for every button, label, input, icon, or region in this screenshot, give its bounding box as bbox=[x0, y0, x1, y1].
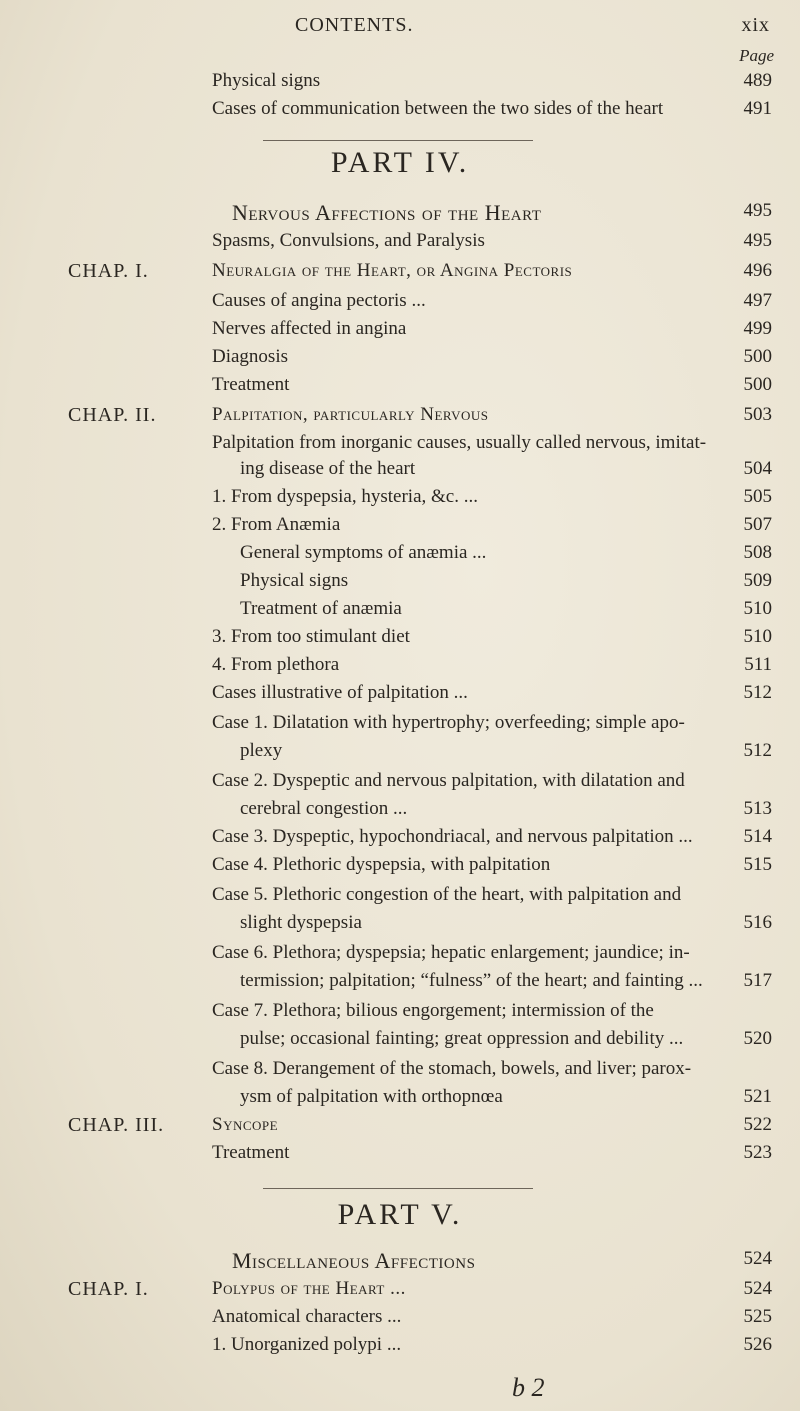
chapter-label: CHAP. I. bbox=[68, 1278, 149, 1300]
entry-title: 3. From too stimulant diet bbox=[212, 626, 410, 647]
toc-entry bbox=[0, 1142, 800, 1168]
entry-title: Physical signs bbox=[212, 70, 321, 91]
entry-title: ing disease of the heart bbox=[240, 458, 416, 479]
page-number: 489 bbox=[743, 70, 772, 91]
page-number: 500 bbox=[743, 346, 772, 367]
entry-title: Case 1. Dilatation with hypertrophy; overfeeding; simple apo- bbox=[212, 712, 685, 733]
toc-entry bbox=[0, 1114, 800, 1140]
signature-mark: b 2 bbox=[512, 1373, 545, 1402]
entry-title: Polypus of the Heart ... bbox=[212, 1278, 406, 1299]
toc-entry bbox=[0, 1000, 800, 1026]
toc-entry bbox=[0, 486, 800, 512]
entry-title: Palpitation from inorganic causes, usually called nervous, imitat- bbox=[212, 432, 707, 453]
toc-entry bbox=[0, 1278, 800, 1304]
entry-title: Treatment bbox=[212, 374, 290, 395]
page-column-label: Page bbox=[739, 46, 774, 65]
toc-entry bbox=[0, 458, 800, 484]
entry-title: Case 6. Plethora; dyspepsia; hepatic enlargement; jaundice; in- bbox=[212, 942, 690, 963]
page-number: 526 bbox=[743, 1334, 772, 1355]
toc-entry bbox=[0, 1058, 800, 1084]
entry-title: Diagnosis bbox=[212, 346, 288, 367]
toc-entry bbox=[0, 798, 800, 824]
toc-entry bbox=[0, 942, 800, 968]
toc-entry bbox=[0, 70, 800, 96]
entry-title: Case 4. Plethoric dyspepsia, with palpitation bbox=[212, 854, 551, 875]
page-number: 524 bbox=[743, 1278, 772, 1299]
toc-entry bbox=[0, 230, 800, 256]
page-number: 510 bbox=[743, 626, 772, 647]
entry-title: Case 5. Plethoric congestion of the heart, with palpitation and bbox=[212, 884, 682, 905]
toc-entry bbox=[0, 260, 800, 286]
part-heading: PART V. bbox=[337, 1198, 463, 1231]
page-number: 522 bbox=[743, 1114, 772, 1135]
entry-title: Palpitation, particularly Nervous bbox=[212, 404, 489, 425]
entry-title: 1. From dyspepsia, hysteria, &c. ... bbox=[212, 486, 478, 507]
entry-title: 1. Unorganized polypi ... bbox=[212, 1334, 402, 1355]
page-number: 508 bbox=[743, 542, 772, 563]
toc-entry bbox=[0, 912, 800, 938]
toc-entry bbox=[0, 570, 800, 596]
page-number: 509 bbox=[743, 570, 772, 591]
toc-entry bbox=[0, 682, 800, 708]
page-number: 523 bbox=[743, 1142, 772, 1163]
entry-title: 4. From plethora bbox=[212, 654, 340, 675]
toc-entry bbox=[0, 200, 800, 226]
page-number: 511 bbox=[744, 654, 772, 675]
page-number: 491 bbox=[743, 98, 772, 119]
toc-entry bbox=[0, 542, 800, 568]
toc-entry bbox=[0, 1306, 800, 1332]
page-number: 497 bbox=[743, 290, 772, 311]
entry-title: Nerves affected in angina bbox=[212, 318, 407, 339]
toc-entry bbox=[0, 98, 800, 124]
page-number: 524 bbox=[743, 1248, 772, 1269]
entry-title: Case 8. Derangement of the stomach, bowels, and liver; parox- bbox=[212, 1058, 692, 1079]
entry-title: Syncope bbox=[212, 1114, 279, 1135]
chapter-label: CHAP. III. bbox=[68, 1114, 165, 1136]
section-rule bbox=[263, 140, 533, 141]
entry-title: Spasms, Convulsions, and Paralysis bbox=[212, 230, 485, 251]
entry-title: 2. From Anæmia bbox=[212, 514, 341, 535]
entry-title: cerebral congestion ... bbox=[240, 798, 408, 819]
page-number: 520 bbox=[743, 1028, 772, 1049]
toc-entry bbox=[0, 1334, 800, 1360]
page-number: 496 bbox=[743, 260, 772, 281]
entry-title: slight dyspepsia bbox=[240, 912, 362, 933]
page-number: 510 bbox=[743, 598, 772, 619]
toc-entry bbox=[0, 1248, 800, 1274]
entry-title: pulse; occasional fainting; great oppression and debility ... bbox=[240, 1028, 684, 1049]
page-number: 525 bbox=[743, 1306, 772, 1327]
entry-title: Causes of angina pectoris ... bbox=[212, 290, 426, 311]
entry-title: Case 7. Plethora; bilious engorgement; intermission of the bbox=[212, 1000, 654, 1021]
entry-title: Cases of communication between the two sides of the heart bbox=[212, 98, 664, 119]
toc-entry bbox=[0, 884, 800, 910]
part-heading: PART IV. bbox=[330, 146, 470, 179]
page-number: 512 bbox=[743, 682, 772, 703]
toc-entry bbox=[0, 654, 800, 680]
entry-title: Nervous Affections of the Heart bbox=[232, 200, 542, 225]
entry-title: Treatment of anæmia bbox=[240, 598, 402, 619]
entry-title: termission; palpitation; “fulness” of the heart; and fainting ... bbox=[240, 970, 703, 991]
toc-entry bbox=[0, 346, 800, 372]
page-number: 500 bbox=[743, 374, 772, 395]
toc-entry bbox=[0, 970, 800, 996]
entry-title: Neuralgia of the Heart, or Angina Pectoris bbox=[212, 260, 573, 281]
section-rule bbox=[263, 1188, 533, 1189]
toc-entry bbox=[0, 290, 800, 316]
page-number: 507 bbox=[743, 514, 772, 535]
toc-entry bbox=[0, 374, 800, 400]
page-number: 505 bbox=[743, 486, 772, 507]
page-number: 503 bbox=[743, 404, 772, 425]
toc-entry bbox=[0, 404, 800, 430]
page-number: 514 bbox=[743, 826, 772, 847]
folio: xix bbox=[741, 14, 770, 36]
toc-entry bbox=[0, 1028, 800, 1054]
chapter-label: CHAP. I. bbox=[68, 260, 149, 282]
toc-entry bbox=[0, 1086, 800, 1112]
entry-title: Case 3. Dyspeptic, hypochondriacal, and nervous palpitation ... bbox=[212, 826, 693, 847]
toc-entry bbox=[0, 626, 800, 652]
toc-entry bbox=[0, 854, 800, 880]
entry-title: Anatomical characters ... bbox=[212, 1306, 402, 1327]
toc-entry bbox=[0, 712, 800, 738]
entry-title: Case 2. Dyspeptic and nervous palpitation, with dilatation and bbox=[212, 770, 685, 791]
toc-entry bbox=[0, 598, 800, 624]
toc-entry bbox=[0, 826, 800, 852]
page-number: 513 bbox=[743, 798, 772, 819]
toc-entry bbox=[0, 432, 800, 458]
page-number: 512 bbox=[743, 740, 772, 761]
toc-entry bbox=[0, 740, 800, 766]
page-number: 516 bbox=[743, 912, 772, 933]
page-number: 517 bbox=[743, 970, 772, 991]
chapter-label: CHAP. II. bbox=[68, 404, 157, 426]
page-number: 521 bbox=[743, 1086, 772, 1107]
entry-title: Miscellaneous Affections bbox=[232, 1248, 476, 1273]
entry-title: plexy bbox=[240, 740, 283, 761]
page-number: 504 bbox=[743, 458, 772, 479]
page-number: 495 bbox=[743, 230, 772, 251]
page-number: 499 bbox=[743, 318, 772, 339]
entry-title: ysm of palpitation with orthopnœa bbox=[240, 1086, 503, 1107]
toc-entry bbox=[0, 318, 800, 344]
toc-entry bbox=[0, 770, 800, 796]
page-number: 515 bbox=[743, 854, 772, 875]
entry-title: Physical signs bbox=[240, 570, 349, 591]
toc-entry bbox=[0, 514, 800, 540]
entry-title: General symptoms of anæmia ... bbox=[240, 542, 487, 563]
running-title: CONTENTS. bbox=[295, 14, 414, 36]
entry-title: Cases illustrative of palpitation ... bbox=[212, 682, 468, 703]
page-number: 495 bbox=[743, 200, 772, 221]
entry-title: Treatment bbox=[212, 1142, 290, 1163]
